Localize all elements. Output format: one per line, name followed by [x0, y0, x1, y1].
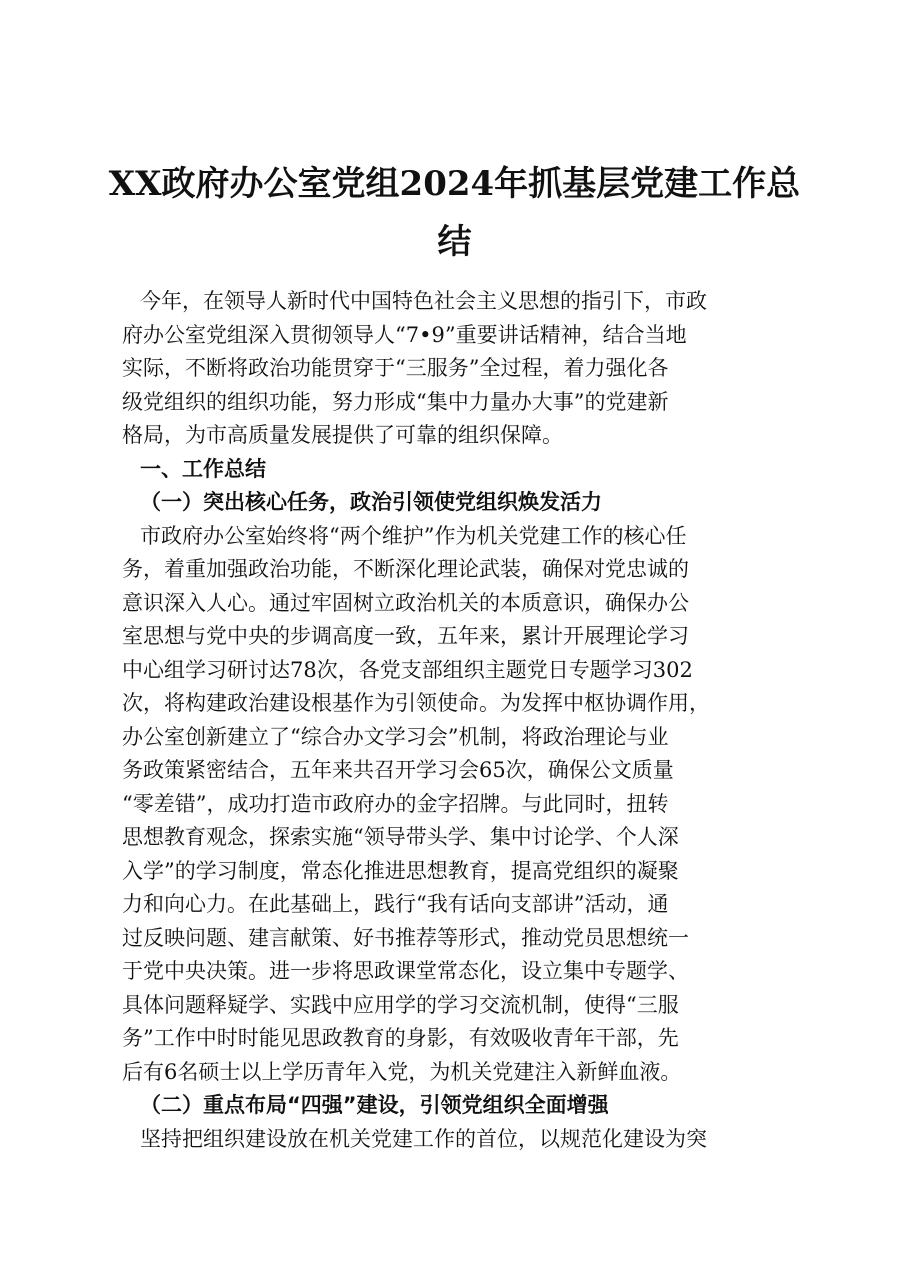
heading-work-summary: 一、工作总结 [140, 456, 266, 481]
section1-line: 意识深入人心。通过牢固树立政治机关的本质意识，确保办公 [122, 590, 689, 615]
section1-line: 具体问题释疑学、实践中应用学的学习交流机制，使得“三服 [122, 992, 679, 1017]
section1-line: 过反映问题、建言献策、好书推荐等形式，推动党员思想统一 [122, 925, 689, 950]
section1-line: 务”工作中时时能见思政教育的身影，有效吸收青年干部，先 [122, 1026, 679, 1050]
section1-line: 入学”的学习制度，常态化推进思想教育，提高党组织的凝聚 [122, 858, 679, 883]
section1-line: 中心组学习研讨达78次，各党支部组织主题党日专题学习302 [122, 657, 693, 682]
intro-line: 府办公室党组深入贯彻领导人“7•9”重要讲话精神，结合当地 [122, 322, 687, 347]
section1-line: “零差错”，成功打造市政府办的金字招牌。与此同时，扭转 [122, 791, 669, 816]
section1-line: 市政府办公室始终将“两个维护”作为机关党建工作的核心任 [140, 523, 687, 548]
section1-line: 力和向心力。在此基础上，践行“我有话向支部讲”活动，通 [122, 892, 669, 916]
intro-line: 实际，不断将政治功能贯穿于“三服务”全过程，着力强化各 [122, 356, 669, 380]
section1-line: 思想教育观念，探索实施“领导带头学、集中讨论学、个人深 [122, 825, 679, 849]
section1-line: 务，着重加强政治功能，不断深化理论武装，确保对党忠诚的 [122, 557, 689, 581]
section1-line: 室思想与党中央的步调高度一致，五年来，累计开展理论学习 [122, 624, 689, 648]
section2-heading: （二）重点布局“四强”建设，引领党组织全面增强 [140, 1093, 609, 1117]
intro-line: 格局，为市高质量发展提供了可靠的组织保障。 [122, 423, 563, 447]
document-title-line-2: 结 [437, 222, 472, 262]
intro-line: 级党组织的组织功能，努力形成“集中力量办大事”的党建新 [122, 389, 669, 414]
section1-heading: （一）突出核心任务，政治引领使党组织焕发活力 [140, 490, 602, 514]
section1-line: 次，将构建政治建设根基作为引领使命。为发挥中枢协调作用， [122, 691, 710, 715]
section2-line: 坚持把组织建设放在机关党建工作的首位，以规范化建设为突 [140, 1126, 707, 1151]
section1-line: 后有6名硕士以上学历青年入党，为机关党建注入新鲜血液。 [122, 1059, 682, 1084]
section1-line: 于党中央决策。进一步将思政课堂常态化，设立集中专题学、 [122, 959, 689, 983]
document-title-line-1: XX政府办公室党组2024年抓基层党建工作总 [108, 164, 801, 204]
section1-line: 办公室创新建立了“综合办文学习会”机制，将政治理论与业 [122, 724, 669, 749]
section1-line: 务政策紧密结合，五年来共召开学习会65次，确保公文质量 [122, 758, 674, 782]
document-body [122, 285, 802, 1156]
intro-line: 今年，在领导人新时代中国特色社会主义思想的指引下，市政 [140, 289, 707, 313]
